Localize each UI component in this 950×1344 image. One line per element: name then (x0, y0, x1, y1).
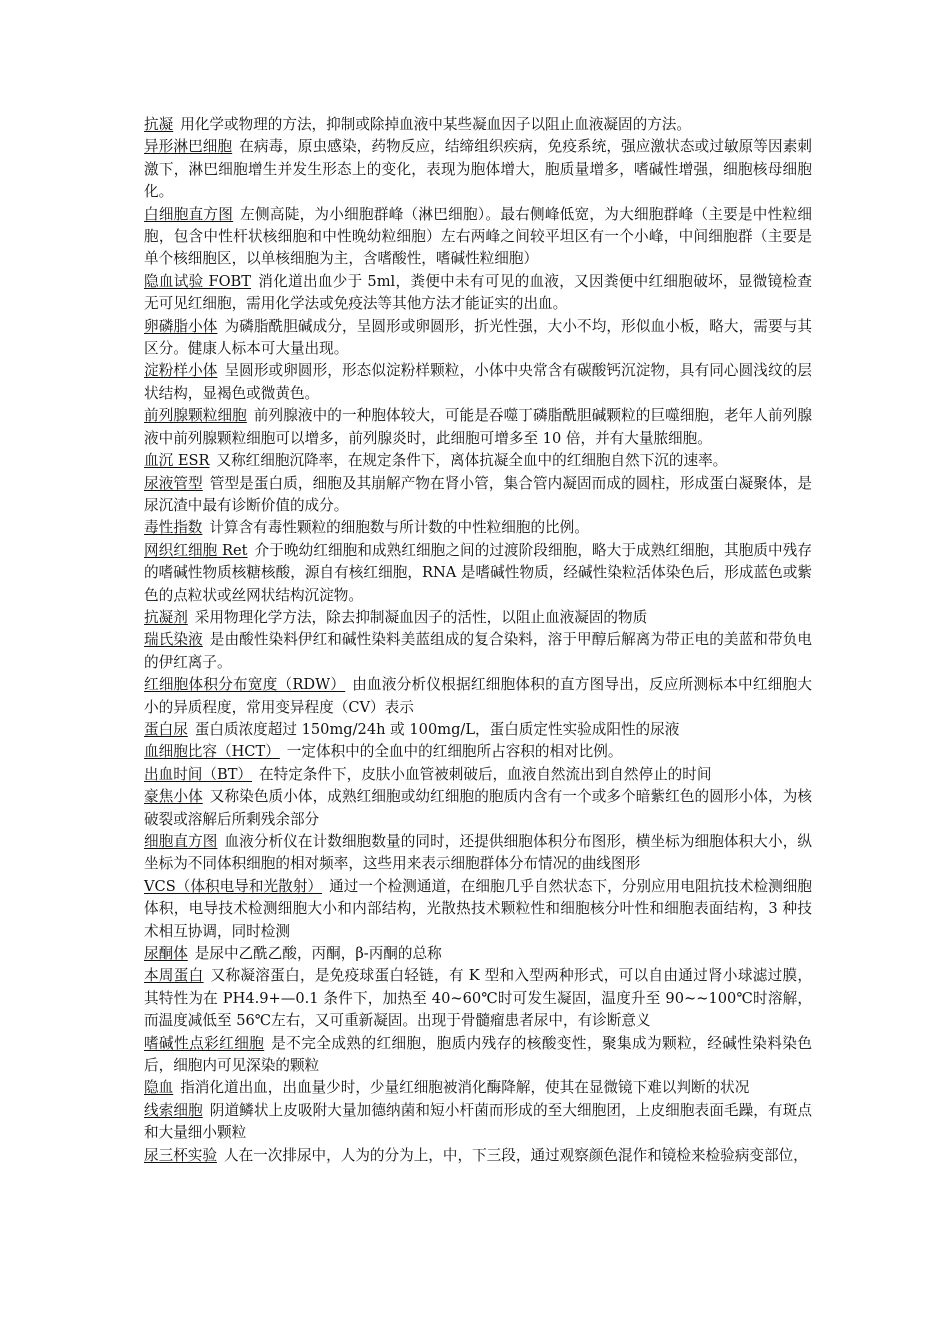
entry-definition: 又称染色质小体，成熟红细胞或幼红细胞的胞质内含有一个或多个暗紫红色的圆形小体，为核破裂或溶解后所剩残余部分 (144, 788, 812, 828)
entry-term: 出血时间（BT） (144, 765, 253, 783)
entry-definition: 为磷脂酰胆碱成分，呈圆形或卵圆形，折光性强，大小不均，形似血小板，略大，需要与其区分。健康人标本可大量出现。 (144, 317, 812, 358)
entry-definition: 采用物理化学方法，除去抑制凝血因子的活性，以阻止血液凝固的物质 (194, 608, 648, 626)
glossary-entry (144, 517, 812, 539)
glossary-entry (144, 965, 812, 1032)
glossary-entry (144, 741, 812, 763)
glossary-entry (144, 136, 812, 203)
entry-term: 网织红细胞 Ret (144, 541, 248, 559)
entry-definition: 介于晚幼红细胞和成熟红细胞之间的过渡阶段细胞，略大于成熟红细胞，其胞质中残存的嗜碱性物质核糖核酸，源自有核红细胞，RNA 是嗜碱性物质，经碱性染粒活体染色后，形成蓝色或紫色的点粒状或丝网状结构沉淀物。 (144, 541, 812, 604)
entry-term: 尿酮体 (144, 945, 188, 963)
entry-term: 毒性指数 (144, 519, 203, 537)
entry-term: 豪焦小体 (144, 788, 203, 806)
glossary-entry (144, 1033, 812, 1078)
glossary-entry (144, 114, 812, 136)
entry-term: 隐血 (144, 1079, 174, 1097)
entry-term: 瑞氏染液 (144, 631, 203, 649)
glossary-entry (144, 764, 812, 786)
entry-term: 血沉 ESR (144, 452, 210, 470)
glossary-entry (144, 204, 812, 271)
entry-definition: 又称红细胞沉降率，在规定条件下，离体抗凝全血中的红细胞自然下沉的速率。 (216, 452, 728, 470)
entry-term: 异形淋巴细胞 (144, 138, 233, 156)
entry-definition: 呈圆形或卵圆形，形态似淀粉样颗粒，小体中央常含有碳酸钙沉淀物，具有同心圆浅纹的层状结构，显褐色或微黄色。 (144, 362, 812, 402)
glossary-entry (144, 450, 812, 472)
glossary-entry (144, 831, 812, 876)
entry-term: 淀粉样小体 (144, 362, 218, 380)
glossary-entry (144, 473, 812, 518)
entry-definition: 左侧高陡，为小细胞群峰（淋巴细胞）。最右侧峰低宽，为大细胞群峰（主要是中性粒细胞，包含中性杆状核细胞和中性晚幼粒细胞）左右两峰之间较平坦区有一个小峰，中间细胞群（主要是单个核细胞区，以单核细胞为主，含嗜酸性，嗜碱性粒细胞） (144, 205, 812, 268)
glossary-entry (144, 674, 812, 719)
entry-definition: 是由酸性染料伊红和碱性染料美蓝组成的复合染料，溶于甲醇后解离为带正电的美蓝和带负电的伊红离子。 (144, 631, 812, 671)
entry-definition: 是不完全成熟的红细胞，胞质内残存的核酸变性，聚集成为颗粒，经碱性染料染色后，细胞内可见深染的颗粒 (144, 1034, 812, 1075)
entry-definition: 又称凝溶蛋白，是免疫球蛋白轻链，有 K 型和入型两种形式，可以自由通过肾小球滤过膜，其特性为在 PH4.9+—0.1 条件下，加热至 40~60℃时可发生凝固，温度升至 90~~100℃时溶解，而温度减低至 56℃左右，又可重新凝固。出现于骨髓瘤患者尿中，有诊断意义 (144, 967, 812, 1030)
entry-definition: 管型是蛋白质，细胞及其崩解产物在肾小管，集合管内凝固而成的圆柱，形成蛋白凝聚体，是尿沉渣中最有诊断价值的成分。 (144, 474, 812, 514)
entry-term: 前列腺颗粒细胞 (144, 407, 247, 425)
glossary-entry (144, 316, 812, 361)
entry-term: 蛋白尿 (144, 720, 188, 738)
entry-term: 细胞直方图 (144, 833, 218, 850)
glossary-entry (144, 271, 812, 316)
glossary-entry (144, 405, 812, 450)
entry-term: 本周蛋白 (144, 967, 204, 985)
entry-term: VCS（体积电导和光散射） (144, 877, 323, 895)
entry-term: 抗凝 (144, 116, 174, 133)
entry-definition: 由血液分析仪根据红细胞体积的直方图导出，反应所测标本中红细胞大小的异质程度，常用变异程度（CV）表示 (144, 676, 812, 716)
glossary-entry (144, 876, 812, 943)
glossary-entry (144, 607, 812, 629)
entry-definition: 通过一个检测通道，在细胞几乎自然状态下，分别应用电阻抗技术检测细胞体积，电导技术检测细胞大小和内部结构，光散热技术颗粒性和细胞核分叶性和细胞表面结构，3 种技术相互协调，同时检测 (144, 877, 812, 940)
entry-term: 血细胞比容（HCT） (144, 743, 280, 761)
entry-definition: 一定体积中的全血中的红细胞所占容积的相对比例。 (286, 743, 623, 761)
document-page (144, 114, 812, 1167)
entry-term: 白细胞直方图 (144, 205, 234, 223)
glossary-entry (144, 1077, 812, 1099)
glossary-entry (144, 360, 812, 405)
entry-definition: 在特定条件下，皮肤小血管被刺破后，血液自然流出到自然停止的时间 (259, 765, 712, 783)
entry-definition: 前列腺液中的一种胞体较大，可能是吞噬丁磷脂酰胆碱颗粒的巨噬细胞，老年人前列腺液中前列腺颗粒细胞可以增多，前列腺炎时，此细胞可增多至 10 倍，并有大量脓细胞。 (144, 407, 812, 447)
entry-term: 隐血试验 FOBT (144, 272, 252, 290)
entry-definition: 人在一次排尿中，人为的分为上，中，下三段，通过观察颜色混作和镜检来检验病变部位， (223, 1146, 808, 1164)
entry-term: 嗜碱性点彩红细胞 (144, 1034, 265, 1052)
entry-term: 尿液管型 (144, 474, 203, 492)
glossary-entry (144, 540, 812, 607)
glossary-entry (144, 943, 812, 965)
glossary-entry (144, 1145, 812, 1167)
entry-definition: 消化道出血少于 5ml，粪便中未有可见的血液，又因粪便中红细胞破坏，显微镜检查无可见红细胞，需用化学法或免疫法等其他方法才能证实的出血。 (144, 272, 812, 313)
entry-definition: 阴道鳞状上皮吸附大量加德纳菌和短小杆菌而形成的至大细胞团，上皮细胞表面毛躁，有斑点和大量细小颗粒 (144, 1101, 812, 1142)
entry-term: 线索细胞 (144, 1101, 203, 1119)
entry-definition: 蛋白质浓度超过 150mg/24h 或 100mg/L，蛋白质定性实验成阳性的尿液 (194, 720, 680, 738)
entry-definition: 计算含有毒性颗粒的细胞数与所计数的中性粒细胞的比例。 (209, 519, 589, 537)
entry-term: 抗凝剂 (144, 608, 188, 626)
glossary-entry (144, 1100, 812, 1145)
entry-definition: 血液分析仪在计数细胞数量的同时，还提供细胞体积分布图形，横坐标为细胞体积大小，纵坐标为不同体积细胞的相对频率，这些用来表示细胞群体分布情况的曲线图形 (144, 833, 812, 873)
entry-term: 卵磷脂小体 (144, 317, 218, 335)
entry-term: 红细胞体积分布宽度（RDW） (144, 676, 346, 694)
entry-definition: 指消化道出血，出血量少时，少量红细胞被消化酶降解，使其在显微镜下难以判断的状况 (180, 1079, 750, 1097)
glossary-entry (144, 719, 812, 741)
glossary-entry (144, 786, 812, 831)
entry-definition: 是尿中乙酰乙酸，丙酮，β-丙酮的总称 (194, 945, 442, 963)
glossary-entry (144, 629, 812, 674)
entry-definition: 用化学或物理的方法，抑制或除掉血液中某些凝血因子以阻止血液凝固的方法。 (180, 116, 691, 133)
entry-definition: 在病毒，原虫感染，药物反应，结缔组织疾病，免疫系统，强应激状态或过敏原等因素刺激下，淋巴细胞增生并发生形态上的变化，表现为胞体增大，胞质量增多，嗜碱性增强，细胞核母细胞化。 (144, 138, 812, 201)
entry-term: 尿三杯实验 (144, 1146, 217, 1164)
